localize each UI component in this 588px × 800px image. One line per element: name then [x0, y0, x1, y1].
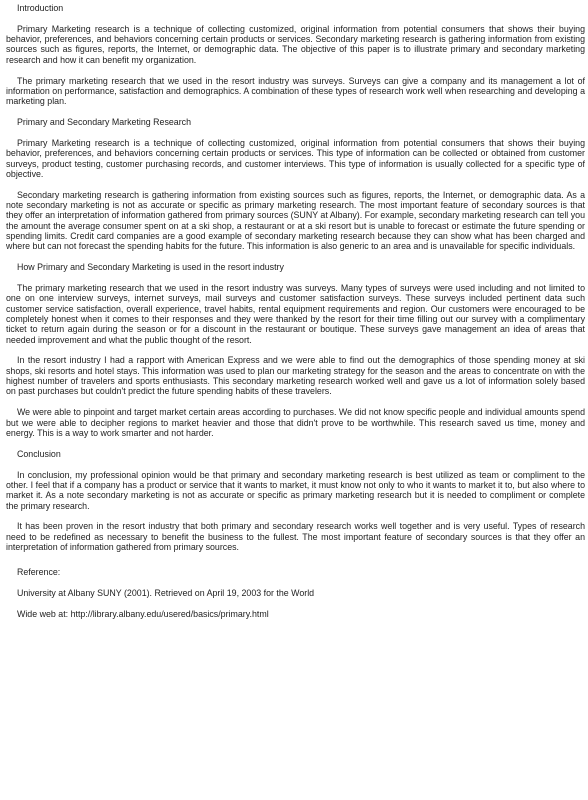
paragraph: Primary Marketing research is a technique of collecting customized, original information from potential consumers that shows their buying behavior, preferences, and behaviors concerning certain products or services. This type of information can be collected or obtained from customer surveys, product testing, customer purchasing records, and customer interviews. This type of information is usually collected for a specific type of objective.	[6, 138, 585, 179]
section-heading-how-used: How Primary and Secondary Marketing is used in the resort industry	[17, 262, 284, 273]
paragraph: The primary marketing research that we used in the resort industry was surveys. Surveys can give a company and its management a lot of information on performance, satisfaction and demographics. A combination of these types of research work well when researching and developing a marketing plan.	[6, 75, 585, 107]
reference-line: University at Albany SUNY (2001). Retrieved on April 19, 2003 for the World	[17, 587, 315, 598]
section-heading-reference: Reference:	[17, 566, 61, 577]
reference-url-line: Wide web at: http://library.albany.edu/usered/basics/primary.html	[17, 608, 269, 619]
paragraph: In the resort industry I had a rapport with American Express and we were able to find out the demographics of those spending money at ski shops, ski resorts and hotel stays. This information was used to plan our marketing strategy for the season and the areas to concentrate on with the highest number of travelers and sports enthusiasts. This secondary marketing research worked well and gave us a lot of information solely based on past purchases but couldn't predict the future spending habits of these travelers.	[6, 355, 585, 397]
section-heading-conclusion: Conclusion	[17, 448, 61, 459]
paragraph: We were able to pinpoint and target market certain areas according to purchases. We did not know specific people and individual amounts spend but we were able to decipher regions to market heavier and those that didn't prove to be worthwhile. This research saved us time, money and energy. This is a way to work smarter and not harder.	[6, 407, 585, 438]
paragraph: In conclusion, my professional opinion would be that primary and secondary marketing research is best utilized as team or compliment to the other. I feel that if a company has a product or service that it wants to market, it must know not only to who it wants to market it to, but also where to market it. As a note secondary marketing is not as accurate or specific as primary marketing research but it is needed to compliment or complete the primary research.	[6, 469, 585, 511]
paragraph: Secondary marketing research is gathering information from existing sources such as figures, reports, the Internet, or demographic data. As a note secondary marketing is not as accurate or specific as primary marketing research. The most important feature of secondary sources is that they offer an interpretation of information gathered from primary sources (SUNY at Albany). For example, secondary marketing research can tell you the amount the average consumer spent on at a ski shop, a restaurant or at a ski resort but is unable to forecast or estimate the future spending or spending limits. Credit card companies are a good example of secondary marketing research because they can show what has been charged and where but can not forecast the spending habits for the future. This information is also generic to an area and is unavailable for specific individuals.	[6, 189, 585, 252]
section-heading-primary-secondary: Primary and Secondary Marketing Research	[17, 117, 192, 128]
section-heading-introduction: Introduction	[17, 3, 64, 13]
paragraph: The primary marketing research that we used in the resort industry was surveys. Many types of surveys were used including and not limited to one on one interview surveys, internet surveys, mail surveys and customer satisfaction surveys. These surveys included pertinent data such customer service satisfaction, overall experience, travel habits, rental equipment requirements and region. Our customers were encouraged to be completely honest when it comes to their responses and they were thanked by the resort for their time filling out our survey with a complimentary ticket to return again during the season or for a discount in the restaurant or boutique. These surveys gave management an idea of areas that needed improvement and what the public thought of the resort.	[6, 283, 585, 345]
paragraph: It has been proven in the resort industry that both primary and secondary research works well together and is very useful. Types of research need to be redefined as necessary to benefit the business to the fullest. The most important feature of secondary sources is that they offer an interpretation of information gathered from primary sources.	[6, 521, 585, 552]
paragraph: Primary Marketing research is a technique of collecting customized, original information from potential consumers that shows their buying behavior, preferences, and behaviors concerning certain products or services. Secondary marketing research is gathering information from existing sources such as figures, reports, the Internet, or demographic data. The objective of this paper is to illustrate primary and secondary marketing research and how it can benefit my organization.	[6, 23, 585, 65]
